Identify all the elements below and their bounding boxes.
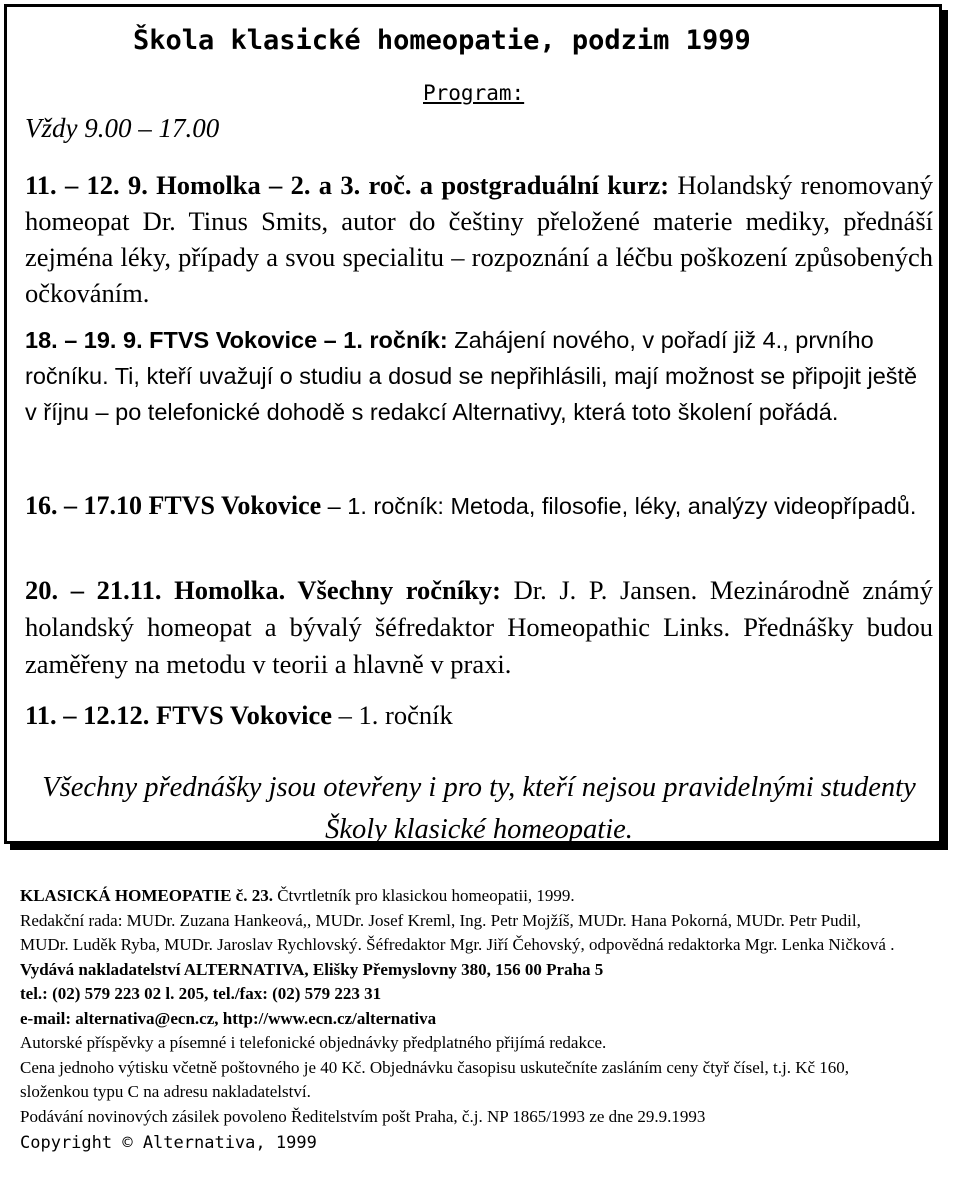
- event-date: 11. – 12. 9. Homolka – 2. a 3. roč. a postgraduální kurz:: [25, 170, 670, 200]
- price-line: Cena jednoho výtisku včetně poštovného je 40 Kč. Objednávku časopisu uskutečníte zasláním ceny čtyř čísel, t.j. Kč 160, složenkou typu C na adresu nakladatelství.: [20, 1057, 850, 1101]
- contributions-line: Autorské příspěvky a písemné i telefonické objednávky předplatného přijímá redakce.: [20, 1033, 607, 1052]
- event-text: – 1. ročník: [332, 700, 453, 730]
- copyright: Copyright © Alternativa, 1999: [20, 1133, 317, 1153]
- publisher-line: [20, 958, 940, 983]
- event-date: 16. – 17.10 FTVS Vokovice: [25, 491, 322, 520]
- journal-name: KLASICKÁ HOMEOPATIE č. 23.: [20, 886, 273, 905]
- event-item: [25, 167, 933, 311]
- event-text: Holandský renomovaný homeopat Dr. Tinus Smits, autor do češtiny přeložené materie mediky, přednáší zejména léky, případy a svou specialitu – rozpoznání a léčbu poškození způsobených očkováním.: [25, 170, 933, 308]
- event-item: [25, 572, 933, 683]
- editorial-board: Redakční rada: MUDr. Zuzana Hankeová,, MUDr. Josef Kreml, Ing. Petr Mojžíš, MUDr. Hana Pokorná, MUDr. Petr Pudil, MUDr. Luděk Ryba, MUDr. Jaroslav Rychlovský. Šéfredaktor Mgr. Jiří Čehovský, odpovědná redaktorka Mgr. Lenka Ničková .: [20, 910, 895, 954]
- event-item: [25, 697, 933, 733]
- publisher-text: Vydává nakladatelství ALTERNATIVA, Elišky Přemyslovny 380, 156 00 Praha 5: [20, 959, 604, 979]
- imprint: [20, 884, 940, 1156]
- time-range: Vždy 9.00 – 17.00: [25, 113, 220, 143]
- phone-text: tel.: (02) 579 223 02 l. 205, tel./fax: (02) 579 223 31: [20, 984, 382, 1003]
- program-label: Program:: [423, 81, 525, 105]
- event-date: 11. – 12.12. FTVS Vokovice: [25, 700, 333, 730]
- phone-line: [20, 982, 940, 1007]
- page-title: Škola klasické homeopatie, podzim 1999: [133, 25, 751, 56]
- open-lectures-note: Všechny přednášky jsou otevřeny i pro ty, kteří nejsou pravidelnými studenty Školy klasické homeopatie.: [42, 772, 916, 845]
- event-item: [25, 322, 933, 430]
- event-text: Zahájení nového, v pořadí již 4., prvního ročníku. Ti, kteří uvažují o studiu a dosud se nepřihlásili, mají možnost se připojit ještě v říjnu – po telefonické dohodě s redakcí Alternativy, která toto školení pořádá.: [25, 327, 918, 425]
- event-text: – 1. ročník: Metoda, filosofie, léky, analýzy videopřípadů.: [321, 493, 917, 519]
- email-line: [20, 1007, 940, 1032]
- event-item: [25, 487, 933, 525]
- permit-line: Podávání novinových zásilek povoleno Ředitelstvím pošt Praha, č.j. NP 1865/1993 ze dne 29.9.1993: [20, 1106, 706, 1126]
- journal-line: [20, 884, 940, 909]
- event-date: 20. – 21.11. Homolka. Všechny ročníky:: [25, 575, 501, 605]
- event-text: Dr. J. P. Jansen. Mezinárodně známý holandský homeopat a bývalý šéfredaktor Homeopathic Links. Přednášky budou zaměřeny na metodu v teorii a hlavně v praxi.: [25, 575, 933, 679]
- program-box: [4, 4, 942, 844]
- event-date: 18. – 19. 9. FTVS Vokovice – 1. ročník:: [25, 327, 448, 353]
- journal-desc: Čtvrtletník pro klasickou homeopatii, 1999.: [272, 886, 575, 905]
- email-text: e-mail: alternativa@ecn.cz, http://www.ecn.cz/alternativa: [20, 1008, 437, 1028]
